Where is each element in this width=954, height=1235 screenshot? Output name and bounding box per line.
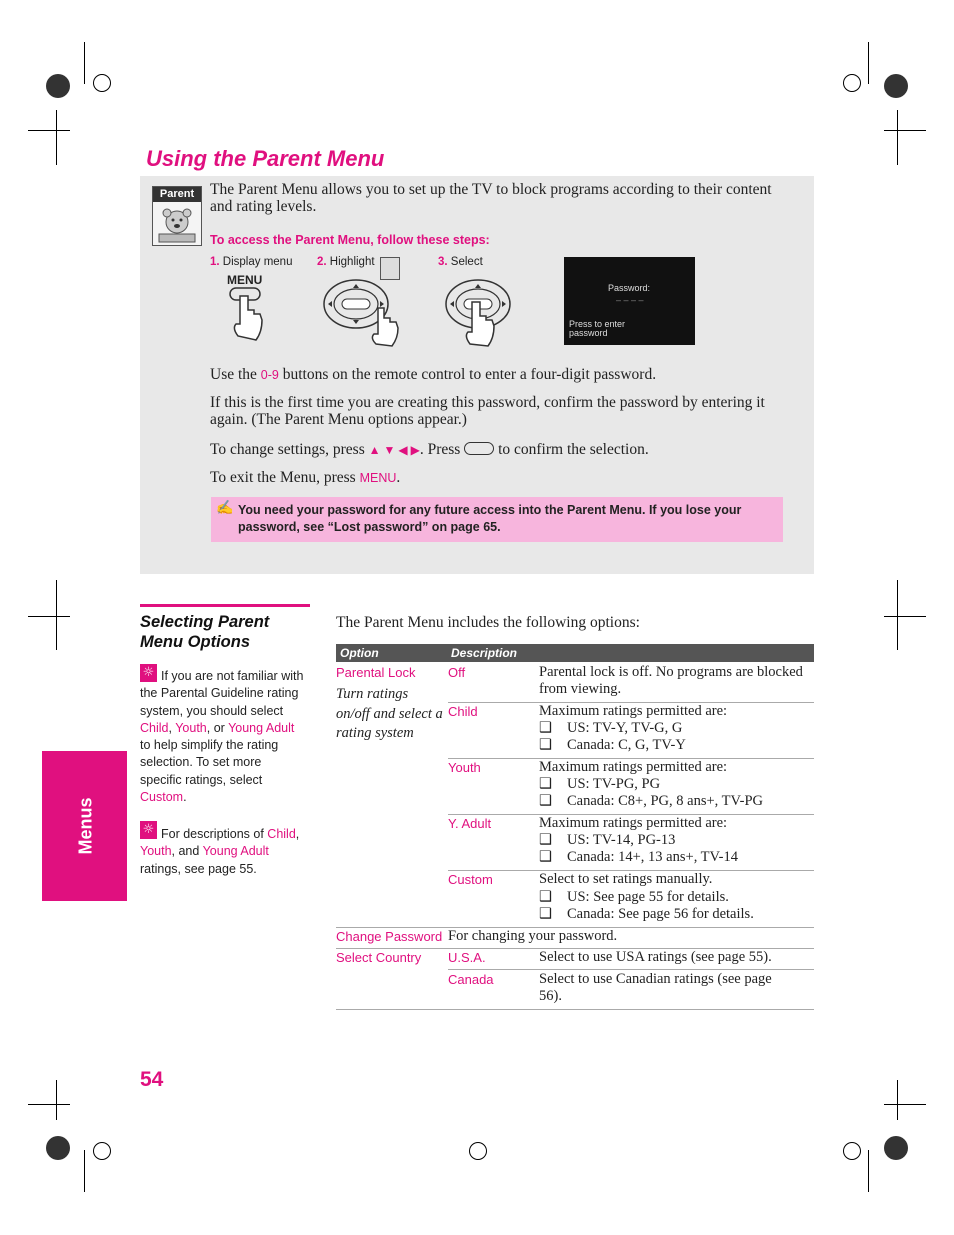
tip-icon: ☼ — [140, 821, 157, 839]
parental-lock-note: Turn ratings on/off and select a rating system — [336, 686, 443, 741]
page-number: 54 — [140, 1068, 164, 1091]
table-row-usa-desc: Select to use USA ratings (see page 55). — [539, 949, 772, 965]
table-row-custom-ca: Canada: See page 56 for details. — [567, 906, 754, 922]
table-row-yadult-option: Y. Adult — [448, 816, 492, 831]
checkbox-icon: ❑ — [539, 720, 552, 736]
table-row-canada-desc: Select to use Canadian ratings (see page 56). — [539, 971, 772, 1004]
row-divider — [448, 969, 814, 970]
table-row-select-country-option: Select Country — [336, 950, 422, 965]
header-description: Description — [451, 646, 518, 660]
header-option: Option — [340, 646, 379, 660]
table-bottom-rule — [336, 1009, 814, 1010]
table-row-custom-desc: Select to set ratings manually. — [539, 871, 713, 887]
table-row-youth-ca: Canada: C8+, PG, 8 ans+, TV-PG — [567, 793, 763, 809]
table-row-yadult-desc: Maximum ratings permitted are: — [539, 815, 728, 831]
joystick-select-icon — [442, 278, 522, 348]
digits-paragraph: Use the 0-9 buttons on the remote control to enter a four-digit password. — [210, 366, 657, 383]
menu-press-icon — [226, 286, 268, 342]
subhead-rule — [140, 604, 310, 607]
table-row-child-ca: Canada: C, G, TV-Y — [567, 737, 686, 753]
step-1: 1. Display menu — [210, 256, 293, 268]
checkbox-icon: ❑ — [539, 889, 552, 905]
password-screen — [564, 257, 695, 345]
exit-paragraph: To exit the Menu, press MENU. — [210, 469, 401, 486]
checkbox-icon: ❑ — [539, 849, 552, 865]
tip-2: For descriptions of Child, Youth, and Young Adult ratings, see page 55. — [140, 827, 300, 876]
table-row-off-option: Off — [448, 665, 466, 680]
option-parental-lock: Parental Lock — [336, 665, 416, 680]
password-hint: Press to enter password — [569, 319, 626, 338]
section-subhead: Selecting Parent Menu Options — [140, 613, 270, 651]
bear-icon — [153, 202, 201, 244]
step-3: 3. Select — [438, 256, 483, 268]
table-row-yadult-ca: Canada: 14+, 13 ans+, TV-14 — [567, 849, 739, 865]
access-heading: To access the Parent Menu, follow these steps: — [210, 233, 490, 247]
parent-menu-icon — [152, 186, 202, 246]
password-dashes: – – – – — [616, 295, 644, 305]
table-row-youth-option: Youth — [448, 760, 481, 775]
table-row-yadult-us: US: TV-14, PG-13 — [567, 832, 676, 848]
menu-button-label: MENU — [227, 273, 263, 287]
checkbox-icon: ❑ — [539, 737, 552, 753]
tip-1: If you are not familiar with the Parental Guideline rating system, you should select Child, Youth, or Young Adult to help simplify the rating selection. To set more specific ratings, select Custom. — [140, 669, 304, 805]
table-row-child-option: Child — [448, 704, 478, 719]
step-2: 2. Highlight — [317, 256, 375, 268]
arrow-keys-icon: ▲ ▼ ◀ ▶ — [368, 443, 420, 457]
joystick-highlight-icon — [320, 278, 400, 348]
page-title: Using the Parent Menu — [146, 146, 385, 171]
change-settings-paragraph: To change settings, press ▲ ▼ ◀ ▶. Press to confirm the selection. — [210, 441, 649, 458]
table-intro: The Parent Menu includes the following options: — [336, 614, 640, 631]
checkbox-icon: ❑ — [539, 832, 552, 848]
checkbox-icon: ❑ — [539, 776, 552, 792]
table-row-custom-option: Custom — [448, 872, 493, 887]
tip-icon: ☼ — [140, 664, 157, 682]
table-row-child-desc: Maximum ratings permitted are: — [539, 703, 728, 719]
table-row-change-password-option: Change Password — [336, 929, 443, 944]
table-row-child-us: US: TV-Y, TV-G, G — [567, 720, 683, 736]
parent-mini-icon — [380, 257, 400, 280]
parent-icon-label: Parent — [153, 187, 201, 202]
table-row-youth-desc: Maximum ratings permitted are: — [539, 759, 728, 775]
first-time-paragraph: If this is the first time you are creating this password, confirm the password by entering it again. (The Parent Menu options appear.) — [210, 394, 765, 428]
table-row-change-password-desc: For changing your password. — [448, 928, 618, 944]
checkbox-icon: ❑ — [539, 793, 552, 809]
table-row-usa-option: U.S.A. — [448, 950, 486, 965]
note-pencil-icon: ✍ — [216, 500, 234, 516]
checkbox-icon: ❑ — [539, 906, 552, 922]
select-key-icon — [464, 442, 494, 455]
intro-text: The Parent Menu allows you to set up the TV to block programs according to their content and rating levels. — [210, 181, 772, 215]
table-row-canada-option: Canada — [448, 972, 494, 987]
table-row-off-desc: Parental lock is off. No programs are blocked from viewing. — [539, 664, 803, 697]
table-row-youth-us: US: TV-PG, PG — [567, 776, 661, 792]
section-tab-label: Menus — [75, 797, 96, 855]
note-text: You need your password for any future access into the Parent Menu. If you lose your password, see “Lost password” on page 65. — [238, 503, 742, 534]
table-row-custom-us: US: See page 55 for details. — [567, 889, 729, 905]
table-header — [336, 644, 814, 662]
password-label: Password: — [608, 283, 651, 293]
